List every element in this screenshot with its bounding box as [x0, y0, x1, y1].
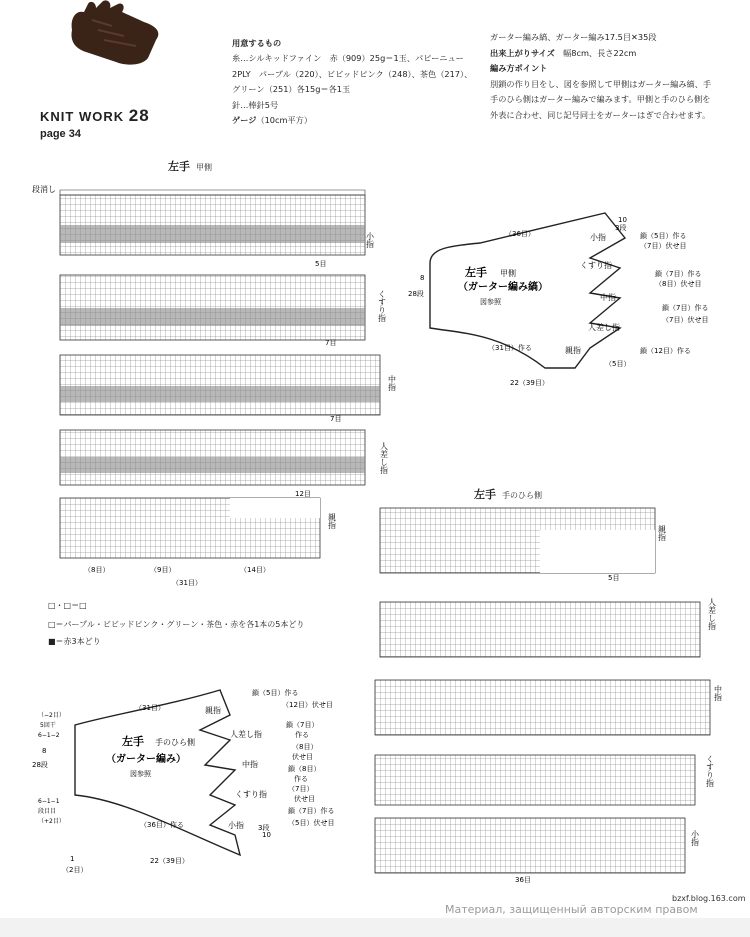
- materials-line: 針…棒針5号: [232, 99, 279, 110]
- palm-schematic-finger: 親指: [205, 706, 221, 715]
- palm-finger-label: 小指: [690, 830, 700, 846]
- palm-schematic-finger: くすり指: [235, 790, 267, 799]
- palm-schematic-width: 22（39目）: [150, 857, 189, 865]
- back-finger-label: 中指: [387, 375, 397, 391]
- back-finger-label: くすり指: [377, 290, 387, 322]
- palm-schematic-left-note: （−2目）: [38, 712, 65, 719]
- back-stitch-label: 7目: [325, 339, 337, 347]
- palm-schematic-note: （5目）伏せ目: [288, 819, 335, 827]
- back-finger-label: 人差し指: [379, 442, 389, 474]
- back-chart-title: [168, 158, 212, 174]
- palm-schematic-note: 鎖（8目）: [288, 765, 321, 773]
- palm-schematic-note: 伏せ目: [292, 753, 313, 761]
- palm-stitch-label: 36目: [515, 876, 531, 884]
- back-schematic-corner-rows: 3段: [615, 224, 627, 232]
- palm-schematic-note: 作る: [294, 775, 308, 783]
- back-schematic-top-count: （36目）: [505, 230, 535, 238]
- back-schematic-finger: 小指: [590, 233, 606, 242]
- size-label: 出来上がりサイズ: [490, 47, 555, 58]
- back-stitch-label: 12目: [295, 490, 311, 498]
- palm-schematic-title: 左手: [122, 735, 144, 748]
- back-chart-subtitle: 甲側: [196, 163, 212, 172]
- back-stitch-label: 7目: [330, 415, 342, 423]
- palm-schematic-top-count: （31目）: [135, 704, 165, 712]
- back-schematic-note: （7目）伏せ目: [662, 316, 709, 324]
- back-schematic-note: 鎖（7目）作る: [655, 270, 702, 278]
- method-line: 手のひら側はガーター編みで編みます。甲側と手のひら側を: [490, 94, 711, 105]
- palm-finger-label: 中指: [713, 685, 723, 701]
- method-heading: 編み方ポイント: [490, 63, 548, 74]
- source-url: bzxf.blog.163.com: [672, 894, 746, 903]
- palm-schematic-finger: 人差し指: [230, 730, 262, 739]
- palm-schematic-left-note: （+2目）: [38, 818, 65, 825]
- back-bottom-label: （14目）: [240, 566, 270, 574]
- back-schematic-cast-on: （31目）作る: [488, 344, 532, 352]
- palm-schematic-left-note: 6−1−2: [38, 732, 60, 739]
- size-value: 幅8cm、長さ22cm: [563, 47, 637, 58]
- palm-schematic-unit-num: 1: [70, 855, 75, 863]
- back-stitch-label: 5目: [315, 260, 327, 268]
- copyright-watermark: Материал, защищенный авторским правом: [445, 903, 698, 916]
- back-schematic-note: 鎖（7目）作る: [662, 304, 709, 312]
- back-schematic-finger: 人差し指: [588, 323, 620, 332]
- gauge-label: ゲージ: [232, 115, 257, 126]
- palm-schematic-pattern: （ガーター編み）: [106, 754, 186, 765]
- palm-schematic-corner: 10: [262, 831, 271, 839]
- palm-schematic-left-note: 段目目: [38, 808, 57, 815]
- back-chart-start-label: 段消し: [32, 185, 56, 194]
- palm-schematic-note: （7目）: [288, 785, 314, 793]
- palm-schematic-subtitle: 手のひら側: [155, 738, 195, 747]
- back-schematic-note: （7目）伏せ目: [640, 242, 687, 250]
- back-schematic-finger: 中指: [600, 293, 616, 302]
- back-block-ring: [60, 275, 365, 340]
- back-chart-title-text: 左手: [168, 160, 190, 173]
- back-block-index: [60, 430, 365, 485]
- series-title: [40, 106, 150, 126]
- legend: [48, 600, 304, 647]
- palm-finger-label: くすり指: [705, 755, 715, 787]
- back-schematic-width: 22（39目）: [510, 379, 549, 387]
- series-number: 28: [128, 106, 150, 125]
- palm-schematic-ref: 図参照: [130, 770, 151, 778]
- materials-heading: 用意するもの: [232, 38, 282, 48]
- palm-schematic-cast-on: （36目）作る: [140, 821, 184, 829]
- legend-item: ■＝赤3本どり: [48, 637, 101, 646]
- series-label: KNIT WORK: [40, 109, 125, 124]
- palm-schematic: [30, 685, 350, 885]
- back-schematic-rows: 28段: [408, 290, 424, 298]
- materials-block: [232, 36, 482, 128]
- page-number: page 34: [40, 128, 81, 140]
- palm-finger-label: 親指: [657, 525, 667, 541]
- footer-bar: [0, 918, 750, 937]
- back-schematic-note: （5目）: [605, 360, 631, 368]
- back-schematic-finger: くすり指: [580, 261, 612, 270]
- materials-line: 糸…シルキッドファイン 赤（909）25g＝1玉、パピーニュー: [232, 53, 464, 64]
- palm-schematic-corner-rows: 3段: [258, 824, 270, 832]
- back-schematic-ref: 図参照: [480, 298, 501, 306]
- palm-schematic-note: 鎖（7目）: [286, 721, 319, 729]
- palm-block-middle: [375, 680, 710, 735]
- palm-stitch-label: 5目: [608, 574, 620, 582]
- back-schematic-note: 鎖（12目）作る: [640, 347, 691, 355]
- back-schematic-title: 左手: [465, 266, 487, 279]
- palm-block-thumb: [380, 508, 655, 573]
- palm-schematic-left-note: 6−1−1: [38, 798, 60, 805]
- palm-block-little: [375, 818, 685, 873]
- legend-item: □＝パープル・ビビッドピンク・グリーン・茶色・赤を各1本の5本どり: [48, 620, 305, 629]
- back-bottom-label: （31目）: [172, 579, 202, 587]
- glove-photo: [52, 0, 180, 68]
- back-block-thumb: [60, 498, 320, 558]
- back-schematic-pattern: （ガーター編み縞）: [458, 282, 548, 293]
- palm-schematic-rows: 28段: [32, 761, 48, 769]
- palm-schematic-note: （12目）伏せ目: [282, 701, 333, 709]
- info-block: [490, 30, 730, 124]
- back-block-middle: [60, 355, 380, 415]
- gauge-value: （10cm平方）: [256, 115, 313, 126]
- back-bottom-label: （9目）: [150, 566, 176, 574]
- gauge-line: ガーター編み縞、ガーター編み17.5目✕35段: [490, 32, 657, 42]
- palm-schematic-note: 伏せ目: [294, 795, 315, 803]
- palm-knitting-chart: [350, 500, 730, 885]
- back-schematic: [400, 198, 730, 393]
- palm-schematic-unit: （2目）: [62, 866, 88, 874]
- method-line: 別鎖の作り目をし、図を参照して甲側はガーター編み縞、手: [490, 78, 712, 89]
- palm-block-index: [380, 602, 700, 657]
- palm-block-ring: [375, 755, 695, 805]
- back-schematic-subtitle: 甲側: [500, 269, 516, 278]
- palm-schematic-finger: 中指: [242, 760, 258, 769]
- back-schematic-side: 8: [420, 274, 425, 282]
- back-block-little: [60, 190, 365, 255]
- palm-schematic-note: 作る: [295, 731, 309, 739]
- back-schematic-finger: 親指: [565, 346, 581, 355]
- back-bottom-label: （8目）: [84, 566, 110, 574]
- materials-line: 2PLY パープル（220）、ビビッドピンク（248）、茶色（217）、: [232, 68, 473, 79]
- materials-line: グリーン（251）各15g＝各1玉: [232, 84, 351, 95]
- palm-schematic-note: （8目）: [292, 743, 318, 751]
- back-schematic-note: （8目）伏せ目: [655, 280, 702, 288]
- palm-finger-label: 人差し指: [707, 598, 717, 630]
- method-line: 外表に合わせ、同じ記号同士をガーターはぎで合わせます。: [490, 109, 711, 120]
- palm-chart-title-text: 左手: [474, 488, 496, 501]
- palm-schematic-note: 鎖（5目）作る: [252, 689, 299, 697]
- back-finger-label: 小指: [365, 232, 375, 248]
- back-schematic-note: 鎖（5目）作る: [640, 232, 687, 240]
- back-finger-label: 親指: [327, 513, 337, 529]
- palm-schematic-note: 鎖（7目）作る: [288, 807, 335, 815]
- legend-item: □・□＝□: [48, 601, 87, 610]
- palm-schematic-side: 8: [42, 747, 47, 755]
- palm-chart-subtitle: 手のひら側: [502, 491, 542, 500]
- back-schematic-corner: 10: [618, 216, 627, 224]
- palm-schematic-finger: 小指: [228, 821, 244, 830]
- palm-schematic-left-note: 5回干: [40, 722, 56, 729]
